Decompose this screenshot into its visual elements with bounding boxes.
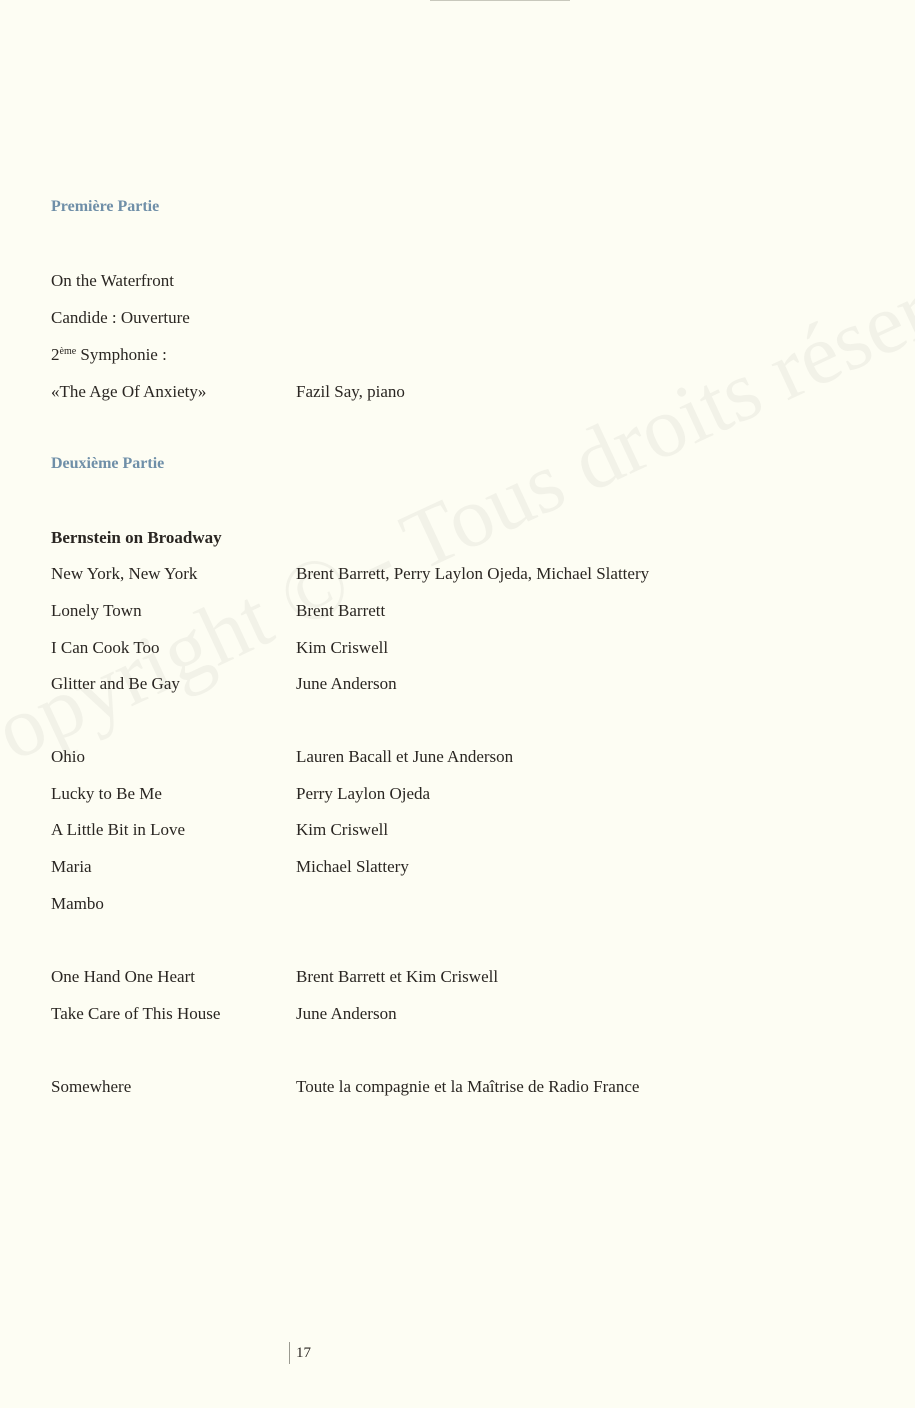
program-row xyxy=(51,967,871,991)
program-row xyxy=(51,382,871,406)
work-title: Candide : Ouverture xyxy=(51,308,190,327)
performer: Lauren Bacall et June Anderson xyxy=(296,747,514,766)
subsection-title xyxy=(51,528,871,552)
subsection-title-text: Bernstein on Broadway xyxy=(51,528,222,547)
program-row xyxy=(51,674,871,698)
program-row xyxy=(51,638,871,662)
work-title: Take Care of This House xyxy=(51,1004,221,1023)
work-title: On the Waterfront xyxy=(51,271,174,290)
performer: June Anderson xyxy=(296,1004,397,1023)
work-title: New York, New York xyxy=(51,564,198,583)
work-title: Somewhere xyxy=(51,1077,132,1096)
performer: Fazil Say, piano xyxy=(296,382,405,401)
performer: Perry Laylon Ojeda xyxy=(296,784,431,803)
work-title: One Hand One Heart xyxy=(51,967,195,986)
program-row xyxy=(51,894,871,918)
program-row xyxy=(51,308,871,332)
program-row xyxy=(51,345,871,369)
performer: Kim Criswell xyxy=(296,820,389,839)
performer: Brent Barrett, Perry Laylon Ojeda, Michael Slattery xyxy=(296,564,650,583)
work-title: Glitter and Be Gay xyxy=(51,674,180,693)
work-title: Lonely Town xyxy=(51,601,142,620)
performer: Michael Slattery xyxy=(296,857,409,876)
work-title-compound xyxy=(51,345,167,365)
work-title: Mambo xyxy=(51,894,104,913)
performer: Brent Barrett xyxy=(296,601,386,620)
work-prefix: 2 xyxy=(51,345,60,364)
section-title-part2: Deuxième Partie xyxy=(51,455,165,472)
performer: Toute la compagnie et la Maîtrise de Radio France xyxy=(296,1077,640,1096)
program-row xyxy=(51,784,871,808)
program-row xyxy=(51,564,871,588)
program-row xyxy=(51,1004,871,1028)
program-row xyxy=(51,747,871,771)
program-row xyxy=(51,857,871,881)
work-title: I Can Cook Too xyxy=(51,638,160,657)
program-row xyxy=(51,1077,871,1101)
work-title: Maria xyxy=(51,857,92,876)
program-row xyxy=(51,271,871,295)
program-row xyxy=(51,820,871,844)
page-number: 17 xyxy=(289,1342,311,1364)
work-title: Lucky to Be Me xyxy=(51,784,162,803)
work-superscript: ème xyxy=(59,346,77,357)
work-title: A Little Bit in Love xyxy=(51,820,186,839)
work-title: «The Age Of Anxiety» xyxy=(51,382,207,401)
program-row xyxy=(51,601,871,625)
work-title: Symphonie : xyxy=(80,345,167,364)
performer: June Anderson xyxy=(296,674,397,693)
top-rule xyxy=(430,0,570,1)
section-title-part1: Première Partie xyxy=(51,198,160,215)
performer: Kim Criswell xyxy=(296,638,389,657)
performer: Brent Barrett et Kim Criswell xyxy=(296,967,499,986)
work-title: Ohio xyxy=(51,747,85,766)
